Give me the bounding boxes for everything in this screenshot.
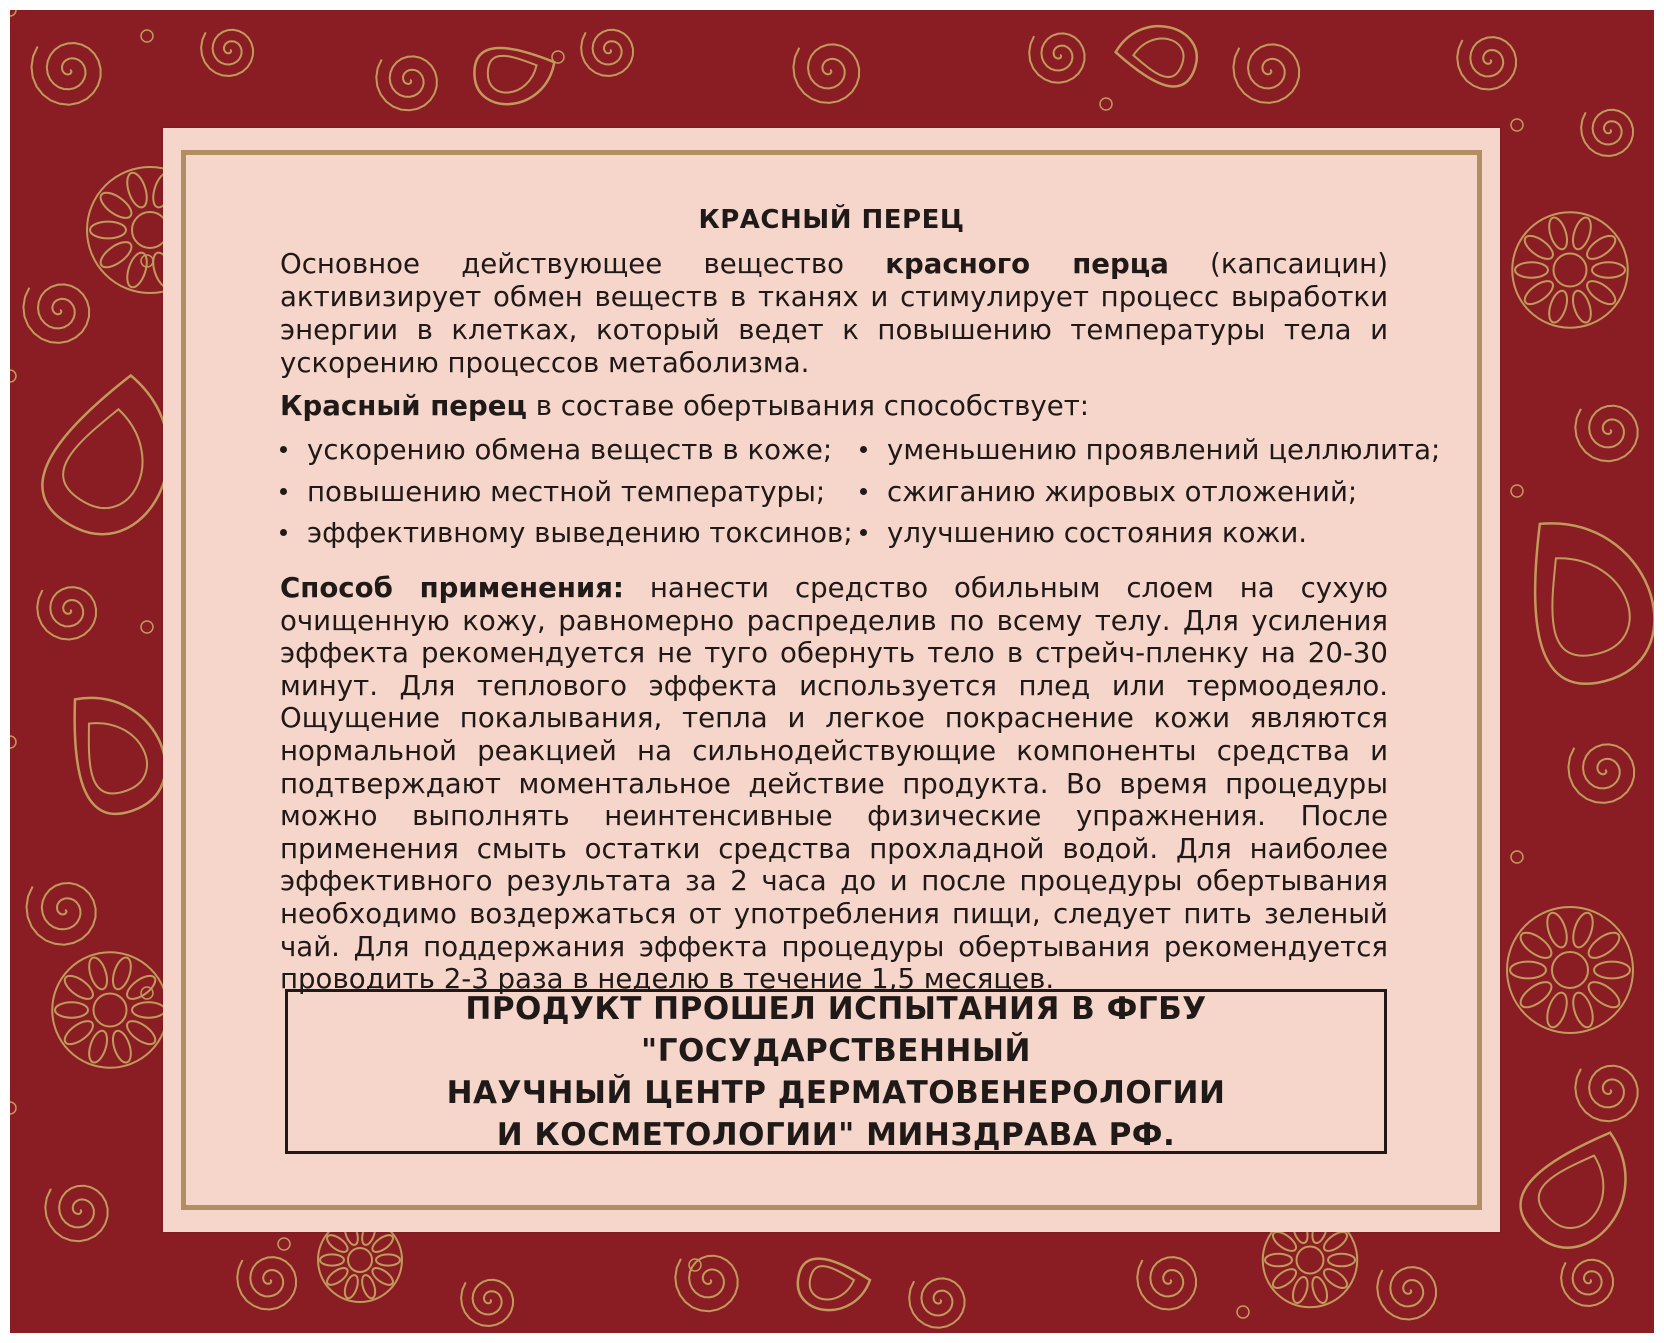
intro-paragraph — [280, 247, 1388, 379]
bullet-dot-icon — [280, 529, 287, 536]
list-item — [860, 429, 1441, 471]
intro-bold-term: красного перца — [885, 247, 1169, 280]
bullet-dot-icon — [860, 446, 867, 453]
benefits-list-right — [860, 429, 1441, 554]
list-item — [860, 512, 1420, 554]
bullet-dot-icon — [860, 488, 867, 495]
benefits-intro-rest: в составе обертывания способствует: — [526, 389, 1090, 422]
section-title: КРАСНЫЙ ПЕРЕЦ — [698, 205, 965, 235]
list-item-text: ускорению обмена веществ в коже; — [307, 433, 833, 466]
list-item — [280, 471, 840, 513]
certification-box — [285, 989, 1387, 1154]
list-item — [280, 512, 853, 554]
benefits-intro — [280, 389, 1388, 422]
usage-label: Способ применения: — [280, 571, 624, 604]
intro-rest: (капсаицин) активизирует обмен веществ в тканях и стимулирует процесс выработки энергии в клетках, который ведет к повышению температуры тела и ускорению процессов метаболизма. — [280, 247, 1388, 379]
intro-prefix: Основное действующее вещество — [280, 247, 886, 280]
list-item-text: эффективному выведению токсинов; — [307, 516, 853, 549]
list-item-text: сжиганию жировых отложений; — [887, 474, 1358, 508]
usage-paragraph — [280, 572, 1388, 996]
list-item — [280, 429, 840, 471]
list-item-text: уменьшению проявлений целлюлита; — [887, 433, 1441, 466]
bullet-dot-icon — [860, 529, 867, 536]
benefits-bold-term: Красный перец — [280, 389, 527, 422]
certification-line: НАУЧНЫЙ ЦЕНТР ДЕРМАТОВЕНЕРОЛОГИИ — [446, 1074, 1226, 1111]
certification-line: И КОСМЕТОЛОГИИ" МИНЗДРАВА РФ. — [496, 1116, 1176, 1153]
list-item-text: улучшению состояния кожи. — [887, 516, 1308, 549]
bullet-dot-icon — [280, 488, 287, 495]
benefits-list-left — [280, 429, 853, 554]
list-item — [860, 471, 1420, 513]
list-item-text: повышению местной температуры; — [307, 474, 826, 508]
usage-text: нанести средство обильным слоем на сухую очищенную кожу, равномерно распределив по всему телу. Для усиления эффекта рекомендуется не туго обернуть тело в стрейч-пленку на 20-30 минут. Для теплового эффекта используется плед или термоодеяло. Ощущение покалывания, тепла и легкое покраснение кожи являются нормальной реакцией на сильнодействующие компоненты средства и подтверждают моментальное действие продукта. Во время процедуры можно выполнять неинтенсивные физические упражнения. После применения смыть остатки средства прохладной водой. Для наиболее эффективного результата за 2 часа до и после процедуры обертывания необходимо воздержаться от употребления пищи, следует пить зеленый чай. Для поддержания эффекта процедуры обертывания рекомендуется проводить 2-3 раза в неделю в течение 1,5 месяцев. — [280, 571, 1388, 996]
certification-line: ПРОДУКТ ПРОШЕЛ ИСПЫТАНИЯ В ФГБУ "ГОСУДАРСТВЕННЫЙ — [465, 990, 1207, 1069]
bullet-dot-icon — [280, 446, 287, 453]
